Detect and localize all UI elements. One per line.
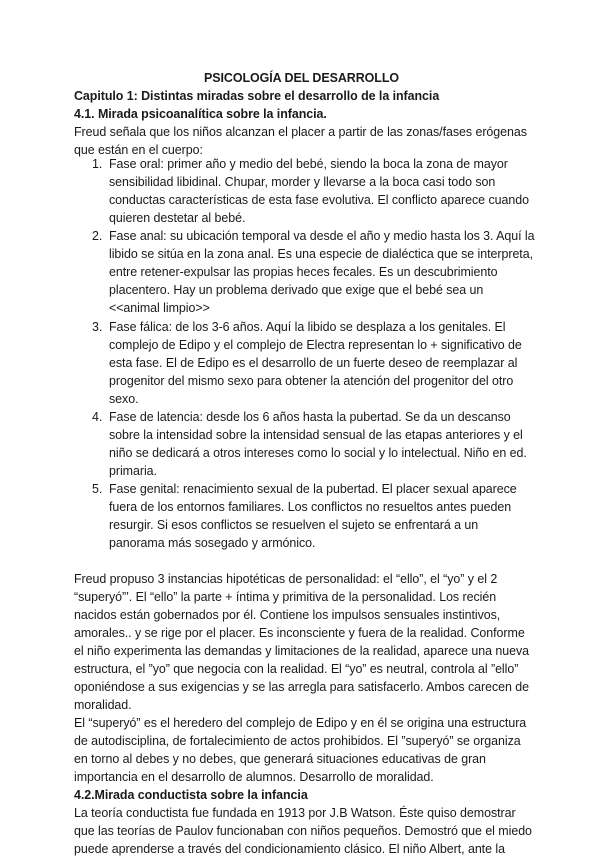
paragraph-line: moralidad. bbox=[74, 698, 132, 712]
list-item-line: Fase anal: su ubicación temporal va desde el año y medio hasta los 3. Aquí la bbox=[109, 229, 535, 243]
list-item-line: <<animal limpio>> bbox=[109, 301, 210, 315]
list-item-line: resurgir. Si esos conflictos se resuelven el sujeto se enfrentará a un bbox=[109, 518, 479, 532]
list-item-line: sobre la intensidad sobre la intensidad sensual de las etapas anteriores y el bbox=[109, 428, 523, 442]
list-item-number: 2. bbox=[92, 229, 103, 243]
paragraph-line: el niño experimenta las demandas y limitaciones de la realidad, aparece una nueva bbox=[74, 644, 530, 658]
paragraph-line: en torno al debes y no debes, que generará situaciones educativas de gran bbox=[74, 752, 486, 766]
paragraph-line: importancia en el desarrollo de alumnos. Desarrollo de moralidad. bbox=[74, 770, 434, 784]
list-item-line: Fase fálica: de los 3-6 años. Aquí la libido se desplaza a los genitales. El bbox=[109, 320, 506, 334]
list-item-line: Fase genital: renacimiento sexual de la pubertad. El placer sexual aparece bbox=[109, 482, 517, 496]
list-item-line: progenitor del mismo sexo para obtener la atención del progenitor del otro bbox=[109, 374, 514, 388]
paragraph-line: oponiéndose a sus exigencias y se las arregla para satisfacerlo. Ambos carecen de bbox=[74, 680, 530, 694]
list-item-line: libido se sitúa en la zona anal. Es una especie de dialéctica que se interpreta, bbox=[109, 247, 533, 261]
paragraph-line: Freud propuso 3 instancias hipotéticas de personalidad: el “ello”, el “yo” y el 2 bbox=[74, 572, 498, 586]
list-item-line: placentero. Hay un problema derivado que exige que el bebé sea un bbox=[109, 283, 484, 297]
paragraph-line: amorales.. y se rige por el placer. Es inconsciente y fuera de la realidad. Conforme bbox=[74, 626, 525, 640]
list-item-line: complejo de Edipo y el complejo de Electra representan lo + significativo de bbox=[109, 338, 522, 352]
list-item-line: esta fase. El de Edipo es el desarrollo de un fuerte deseo de reemplazar al bbox=[109, 356, 518, 370]
list-item-line: conductas características de esta fase evolutiva. El conflicto aparece cuando bbox=[109, 193, 529, 207]
paragraph-line: de autodisciplina, de fortalecimiento de actos prohibidos. El ”superyó” se organiza bbox=[74, 734, 521, 748]
paragraph-line: Freud señala que los niños alcanzan el placer a partir de las zonas/fases erógenas bbox=[74, 125, 527, 139]
list-item-line: sexo. bbox=[109, 392, 139, 406]
list-item-line: panorama más sosegado y armónico. bbox=[109, 536, 316, 550]
paragraph-line: La teoría conductista fue fundada en 1913 por J.B Watson. Éste quiso demostrar bbox=[74, 806, 516, 820]
list-item-line: fuera de los entornos familiares. Los conflictos no resueltos antes pueden bbox=[109, 500, 512, 514]
paragraph-line: “superyó”’. El “ello” la parte + íntima y primitiva de la personalidad. Los recién bbox=[74, 590, 497, 604]
paragraph-line: que las teorías de Paulov funcionaban con niños pequeños. Demostró que el miedo bbox=[74, 824, 532, 838]
list-item-line: primaria. bbox=[109, 464, 157, 478]
chapter-heading: Capitulo 1: Distintas miradas sobre el desarrollo de la infancia bbox=[74, 89, 440, 103]
list-item-line: sensibilidad libidinal. Chupar, morder y llevarse a la boca casi todo son bbox=[109, 175, 496, 189]
list-item-number: 4. bbox=[92, 410, 103, 424]
list-item-line: Fase oral: primer año y medio del bebé, siendo la boca la zona de mayor bbox=[109, 157, 508, 171]
paragraph-line: nacidos están gobernados por él. Contiene los impulsos sensuales instintivos, bbox=[74, 608, 501, 622]
section-heading-conductista: 4.2.Mirada conductista sobre la infancia bbox=[74, 788, 308, 802]
paragraph-line: que están en el cuerpo: bbox=[74, 143, 203, 157]
paragraph-line: puede aprenderse a través del condicionamiento clásico. El niño Albert, ante la bbox=[74, 842, 505, 856]
paragraph-line: El “superyó” es el heredero del complejo de Edipo y en él se origina una estructura bbox=[74, 716, 527, 730]
document-title: PSICOLOGÍA DEL DESARROLLO bbox=[204, 71, 399, 85]
list-item-number: 5. bbox=[92, 482, 103, 496]
list-item-number: 3. bbox=[92, 320, 103, 334]
list-item-line: quieren destetar al bebé. bbox=[109, 211, 246, 225]
paragraph-line: estructura, el ”yo” que negocia con la realidad. El “yo” es neutral, controla al ”ello” bbox=[74, 662, 519, 676]
list-item-number: 1. bbox=[92, 157, 103, 171]
list-item-line: Fase de latencia: desde los 6 años hasta la pubertad. Se da un descanso bbox=[109, 410, 511, 424]
list-item-line: entre retener-expulsar las propias heces fecales. Es un descubrimiento bbox=[109, 265, 498, 279]
list-item-line: niño se dedicará a otros intereses como lo social y lo intelectual. Niño en ed. bbox=[109, 446, 527, 460]
section-heading-psicoanalitica: 4.1. Mirada psicoanalítica sobre la infancia. bbox=[74, 107, 327, 121]
